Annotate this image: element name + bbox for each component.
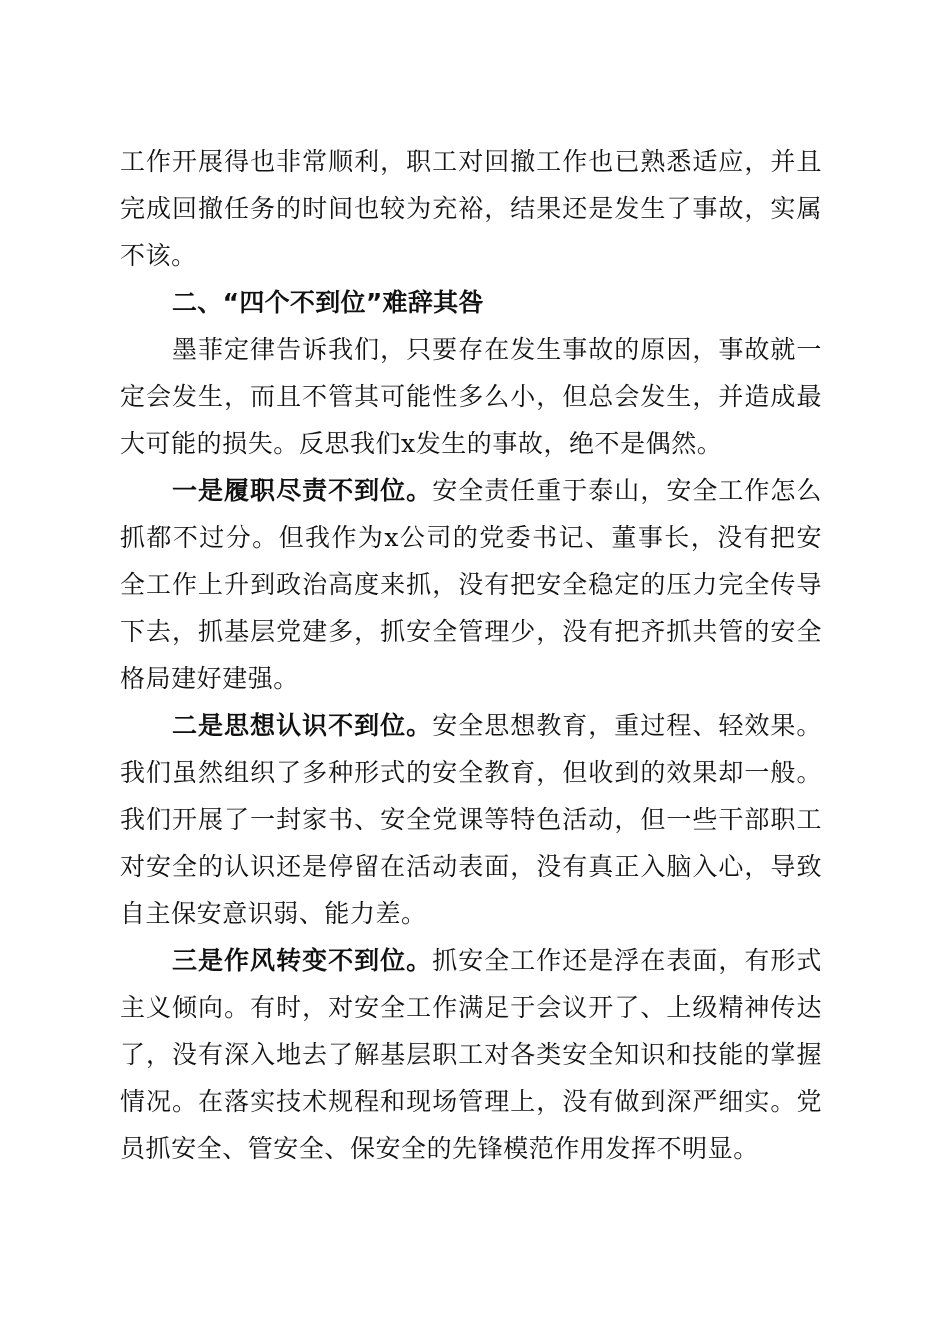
paragraph-point-two [120,702,822,937]
document-page [120,138,822,1172]
section-heading-text: 二、“四个不到位”难辞其咎 [172,288,484,317]
paragraph-continuation [120,138,822,279]
paragraph-text: 抓安全工作还是浮在表面，有形式主义倾向。有时，对安全工作满足于会议开了、上级精神传达了，没有深入地去了解基层职工对各类安全知识和技能的掌握情况。在落实技术规程和现场管理上，没有做到深严细实。党员抓安全、管安全、保安全的先锋模范作用发挥不明显。 [120,946,822,1163]
paragraph-text: 墨菲定律告诉我们，只要存在发生事故的原因，事故就一定会发生，而且不管其可能性多么小，但总会发生，并造成最大可能的损失。反思我们x发生的事故，绝不是偶然。 [120,335,822,458]
paragraph-point-three [120,937,822,1172]
section-heading [120,279,822,326]
paragraph-point-one [120,467,822,702]
paragraph-text: 安全思想教育，重过程、轻效果。我们虽然组织了多种形式的安全教育，但收到的效果却一般。我们开展了一封家书、安全党课等特色活动，但一些干部职工对安全的认识还是停留在活动表面，没有真正入脑入心，导致自主保安意识弱、能力差。 [120,711,822,928]
paragraph-lead: 三是作风转变不到位。 [172,946,433,975]
paragraph-text: 安全责任重于泰山，安全工作怎么抓都不过分。但我作为x公司的党委书记、董事长，没有把安全工作上升到政治高度来抓，没有把安全稳定的压力完全传导下去，抓基层党建多，抓安全管理少，没有把齐抓共管的安全格局建好建强。 [120,476,822,693]
paragraph-murphys-law [120,326,822,467]
paragraph-lead: 二是思想认识不到位。 [172,711,433,740]
paragraph-lead: 一是履职尽责不到位。 [172,476,433,505]
paragraph-text: 工作开展得也非常顺利，职工对回撤工作也已熟悉适应，并且完成回撤任务的时间也较为充裕，结果还是发生了事故，实属不该。 [120,147,822,270]
